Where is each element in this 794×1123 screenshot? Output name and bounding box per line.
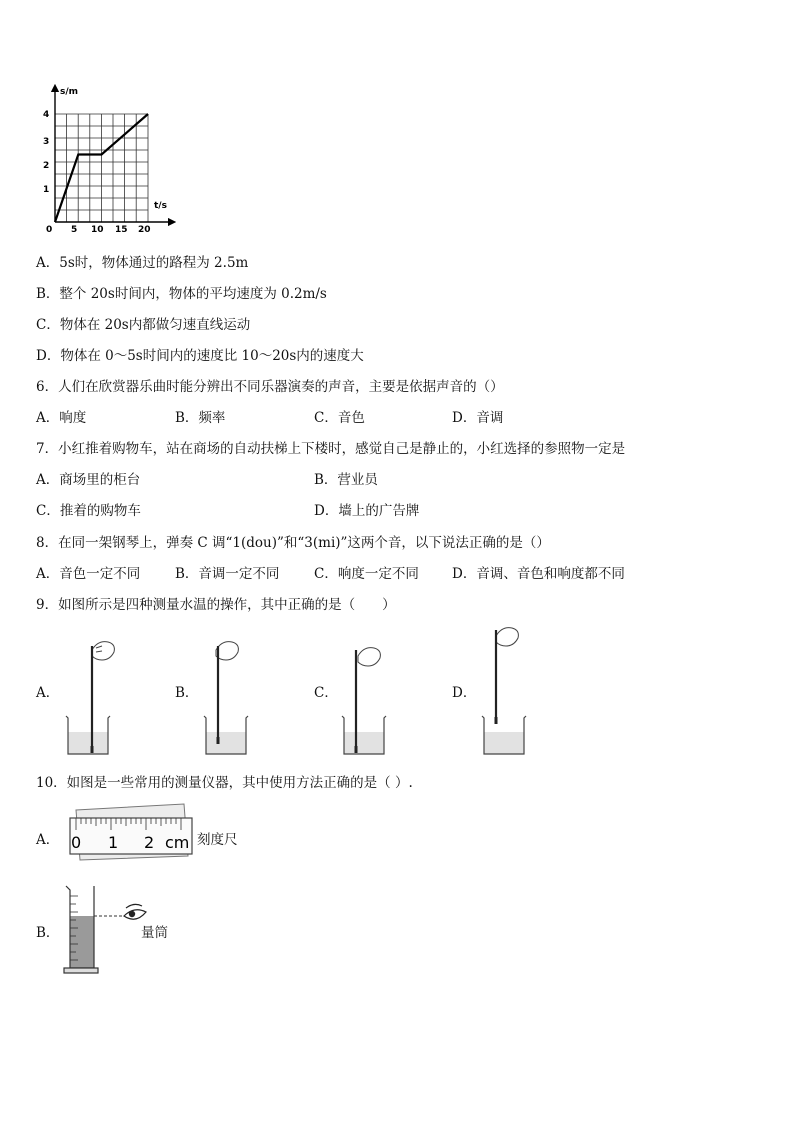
x-axis-label: t/s <box>154 201 167 211</box>
beaker-water <box>484 732 524 754</box>
y-tick-2: 2 <box>43 161 50 171</box>
ruler-mark-1: 1 <box>108 833 119 852</box>
hand-icon <box>496 628 518 646</box>
x-tick-15: 15 <box>115 225 128 235</box>
y-axis-label: s/m <box>60 87 79 97</box>
x-tick-10: 10 <box>91 225 104 235</box>
q9-option-b-label: B． <box>175 685 199 701</box>
q8-stem: 8．在同一架钢琴上，弹奏 C 调“1(dou)”和“3(mi)”这两个音，以下说法正确的是（） <box>36 535 550 551</box>
q10-option-b-label: B． <box>36 925 60 941</box>
q9-figure-a <box>62 636 122 756</box>
q9-option-c-label: C． <box>314 685 338 701</box>
graph-grid <box>55 114 148 222</box>
q9-option-a-label: A． <box>36 685 60 701</box>
q10-caption-b: 量筒 <box>141 925 168 941</box>
ruler-mark-cm: cm <box>165 833 190 852</box>
beaker-water <box>68 732 108 754</box>
q7-option-d: D．墙上的广告牌 <box>314 503 420 519</box>
ruler-mark-2: 2 <box>144 833 155 852</box>
q9-option-d-label: D． <box>452 685 477 701</box>
q8-option-c: C．响度一定不同 <box>314 566 419 582</box>
q6-option-b: B．频率 <box>175 410 226 426</box>
ruler-mark-0: 0 <box>71 833 82 852</box>
q9-stem: 9．如图所示是四种测量水温的操作，其中正确的是（ ） <box>36 597 396 613</box>
q9-figure-b <box>200 636 260 756</box>
q7-option-c: C．推着的购物车 <box>36 503 141 519</box>
eye-icon <box>124 904 146 919</box>
hand-icon <box>92 642 114 660</box>
q5-option-a: A．5s时，物体通过的路程为 2.5m <box>36 255 249 271</box>
q10-option-a-label: A． <box>36 832 60 848</box>
hand-icon <box>358 648 380 666</box>
q10-cylinder-figure <box>62 882 152 974</box>
y-tick-1: 1 <box>43 185 50 195</box>
q8-option-b: B．音调一定不同 <box>175 566 280 582</box>
beaker-water <box>206 732 246 754</box>
q10-caption-a: 刻度尺 <box>197 832 238 848</box>
q10-stem: 10．如图是一些常用的测量仪器，其中使用方法正确的是（ ）. <box>36 775 413 791</box>
x-tick-5: 5 <box>71 225 78 235</box>
st-graph <box>30 80 180 240</box>
q5-option-c: C．物体在 20s内都做匀速直线运动 <box>36 317 251 333</box>
q6-stem: 6．人们在欣赏器乐曲时能分辨出不同乐器演奏的声音，主要是依据声音的（） <box>36 379 504 395</box>
q7-stem: 7．小红推着购物车，站在商场的自动扶梯上下楼时，感觉自己是静止的，小红选择的参照物一定是 <box>36 441 626 457</box>
q7-option-a: A．商场里的柜台 <box>36 472 141 488</box>
beaker-water <box>344 732 384 754</box>
q9-figure-d <box>476 622 536 756</box>
y-tick-4: 4 <box>43 110 50 120</box>
x-tick-0: 0 <box>46 225 53 235</box>
hand-icon <box>216 642 238 660</box>
q5-option-b: B．整个 20s时间内，物体的平均速度为 0.2m/s <box>36 286 327 302</box>
q6-option-a: A．响度 <box>36 410 87 426</box>
q5-option-d: D．物体在 0～5s时间内的速度比 10～20s内的速度大 <box>36 348 364 364</box>
q6-option-c: C．音色 <box>314 410 365 426</box>
q10-ruler-figure <box>66 802 196 864</box>
q8-option-a: A．音色一定不同 <box>36 566 141 582</box>
q9-figure-c <box>338 644 398 756</box>
y-tick-3: 3 <box>43 137 50 147</box>
q8-option-d: D．音调、音色和响度都不同 <box>452 566 625 582</box>
x-tick-20: 20 <box>138 225 151 235</box>
q7-option-b: B．营业员 <box>314 472 378 488</box>
q6-option-d: D．音调 <box>452 410 504 426</box>
